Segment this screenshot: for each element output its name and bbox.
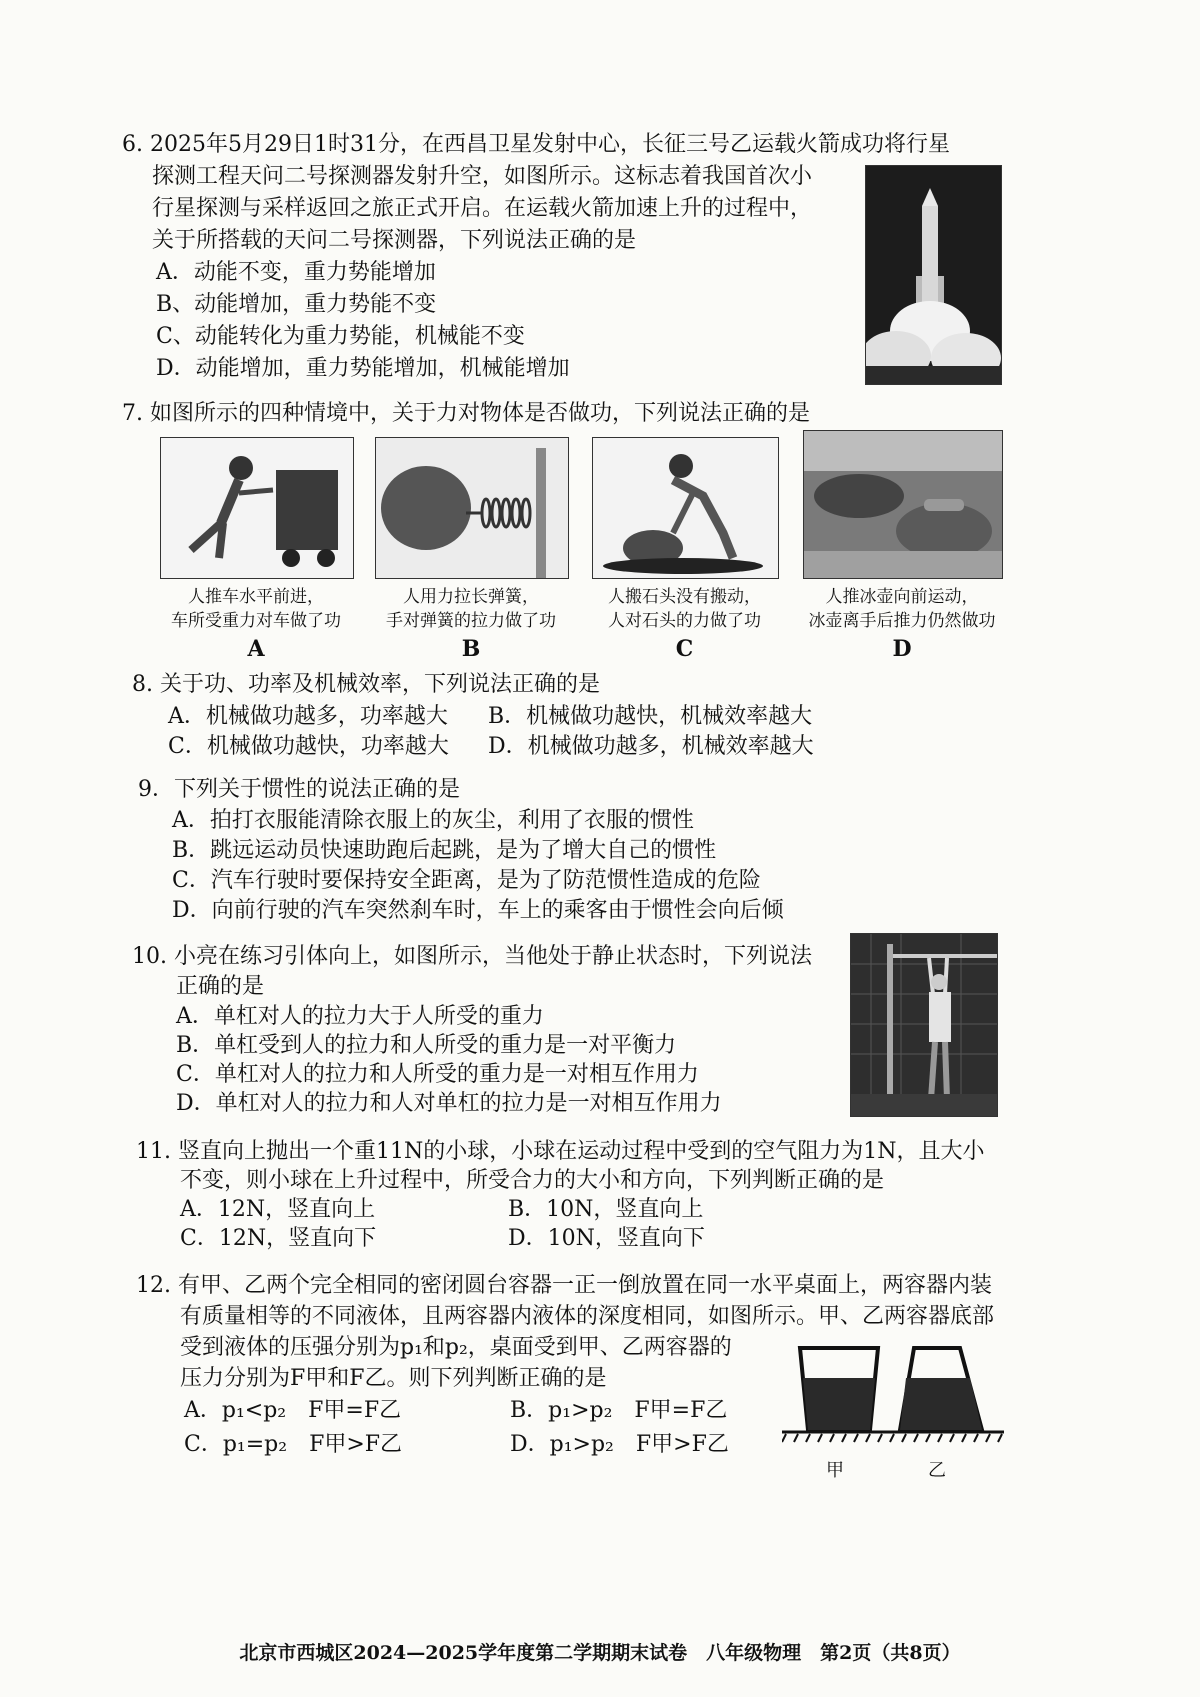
q7-panel-b-caption-2: 手对弹簧的拉力做了功: [386, 611, 556, 631]
q11-option-d: D．10N，竖直向下: [508, 1226, 705, 1251]
q7-panel-a-letter: A: [247, 636, 265, 662]
q10-line-2: 正确的是: [176, 974, 265, 999]
q11-line-1: 11. 竖直向上抛出一个重11N的小球，小球在运动过程中受到的空气阻力为1N，且大小: [136, 1139, 985, 1164]
container-label-yi: 乙: [928, 1460, 946, 1481]
pull-up-photo: [850, 933, 998, 1117]
q10-option-a: A．单杠对人的拉力大于人所受的重力: [176, 1004, 544, 1029]
q10-option-d: D．单杠对人的拉力和人对单杠的拉力是一对相互作用力: [176, 1091, 722, 1116]
q7-panel-a-caption-2: 车所受重力对车做了功: [171, 611, 341, 631]
q8-stem: 8. 关于功、功率及机械效率，下列说法正确的是: [132, 672, 600, 697]
q6-line-4: 关于所搭载的天问二号探测器，下列说法正确的是: [152, 228, 637, 253]
q10-option-b: B．单杠受到人的拉力和人所受的重力是一对平衡力: [176, 1033, 677, 1058]
q7-panel-a-image: [160, 437, 354, 579]
q8-option-b: B．机械做功越快，机械效率越大: [488, 704, 813, 729]
q9-stem: 9．下列关于惯性的说法正确的是: [138, 777, 460, 802]
q7-panel-d-caption-1: 人推冰壶向前运动，: [825, 587, 979, 607]
q12-option-c: C．p₁=p₂ F甲>F乙: [184, 1432, 403, 1457]
q7-panel-d-letter: D: [892, 636, 912, 662]
q11-line-2: 不变，则小球在上升过程中，所受合力的大小和方向，下列判断正确的是: [180, 1168, 885, 1193]
q10-line-1: 10. 小亮在练习引体向上，如图所示，当他处于静止状态时，下列说法: [132, 944, 812, 969]
q7-panel-c-caption-1: 人搬石头没有搬动，: [608, 587, 761, 607]
q12-line-4: 压力分别为F甲和F乙。则下列判断正确的是: [180, 1366, 607, 1391]
q11-option-a: A．12N，竖直向上: [180, 1197, 376, 1222]
container-label-jia: 甲: [826, 1460, 844, 1481]
rocket-launch-photo: [865, 165, 1002, 385]
q8-option-a: A．机械做功越多，功率越大: [168, 704, 448, 729]
containers-diagram: [782, 1338, 1004, 1450]
q7-panel-c-letter: C: [675, 636, 694, 662]
q8-option-c: C．机械做功越快，功率越大: [168, 734, 449, 759]
q11-option-b: B．10N，竖直向上: [508, 1197, 704, 1222]
q9-option-d: D．向前行驶的汽车突然刹车时，车上的乘客由于惯性会向后倾: [172, 898, 784, 923]
q7-panel-b-caption-1: 人用力拉长弹簧，: [403, 587, 539, 607]
page-footer: 北京市西城区2024—2025学年度第二学期期末试卷 八年级物理 第2页（共8页）: [239, 1642, 961, 1664]
q12-option-d: D．p₁>p₂ F甲>F乙: [510, 1432, 729, 1457]
q7-stem: 7. 如图所示的四种情境中，关于力对物体是否做功，下列说法正确的是: [122, 401, 810, 426]
q7-panel-a-caption-1: 人推车水平前进，: [188, 587, 324, 607]
q7-panel-b-image: [375, 437, 569, 579]
q10-option-c: C．单杠对人的拉力和人所受的重力是一对相互作用力: [176, 1062, 699, 1087]
q7-panel-d-caption-2: 冰壶离手后推力仍然做功: [808, 611, 996, 631]
q12-option-a: A．p₁<p₂ F甲=F乙: [184, 1398, 402, 1423]
q12-line-2: 有质量相等的不同液体，且两容器内液体的深度相同，如图所示。甲、乙两容器底部: [180, 1304, 995, 1329]
q6-option-d: D．动能增加，重力势能增加，机械能增加: [156, 356, 570, 381]
q6-line-2: 探测工程天问二号探测器发射升空，如图所示。这标志着我国首次小: [152, 164, 813, 189]
q9-option-c: C．汽车行驶时要保持安全距离，是为了防范惯性造成的危险: [172, 868, 761, 893]
q6-option-c: C、动能转化为重力势能，机械能不变: [156, 324, 525, 349]
q7-panel-b-letter: B: [461, 636, 481, 662]
q9-option-a: A．拍打衣服能清除衣服上的灰尘，利用了衣服的惯性: [172, 808, 694, 833]
q12-option-b: B．p₁>p₂ F甲=F乙: [510, 1398, 728, 1423]
q6-option-b: B、动能增加，重力势能不变: [156, 292, 437, 317]
q7-panel-c-image: [592, 437, 779, 579]
q9-option-b: B．跳远运动员快速助跑后起跳，是为了增大自己的惯性: [172, 838, 717, 863]
q8-option-d: D．机械做功越多，机械效率越大: [488, 734, 814, 759]
q6-line-3: 行星探测与采样返回之旅正式开启。在运载火箭加速上升的过程中，: [152, 196, 813, 221]
q12-line-1: 12. 有甲、乙两个完全相同的密闭圆台容器一正一倒放置在同一水平桌面上，两容器内装: [136, 1273, 992, 1298]
q7-panel-c-caption-2: 人对石头的力做了功: [608, 611, 761, 631]
q6-option-a: A．动能不变，重力势能增加: [156, 260, 436, 285]
q12-line-3: 受到液体的压强分别为p₁和p₂，桌面受到甲、乙两容器的: [180, 1335, 732, 1360]
q6-line-1: 6. 2025年5月29日1时31分，在西昌卫星发射中心，长征三号乙运载火箭成功将行星: [122, 132, 950, 157]
q11-option-c: C．12N，竖直向下: [180, 1226, 377, 1251]
q7-panel-d-image: [803, 430, 1003, 579]
